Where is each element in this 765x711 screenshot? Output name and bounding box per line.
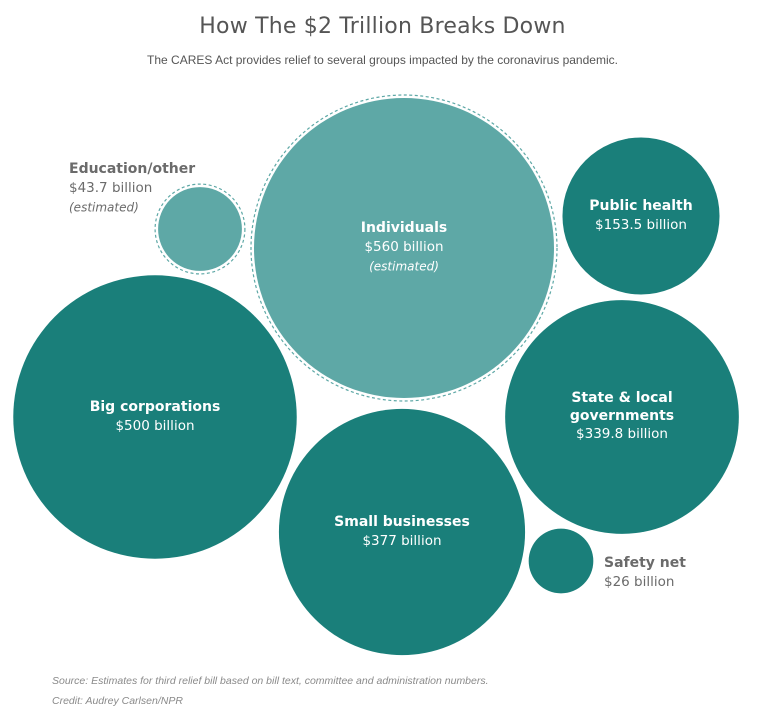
- chart-subtitle: The CARES Act provides relief to several groups impacted by the coronavirus pandemic.: [147, 53, 618, 67]
- bubble-note-education-other: (estimated): [69, 200, 139, 215]
- bubble-value-small-businesses: $377 billion: [362, 533, 442, 549]
- bubble-name-small-businesses: Small businesses: [334, 514, 470, 530]
- credit-note: Credit: Audrey Carlsen/NPR: [52, 695, 183, 707]
- bubble-name-individuals: Individuals: [360, 220, 448, 236]
- bubble-name-safety-net: Safety net: [604, 555, 686, 571]
- bubble-name-big-corporations: Big corporations: [89, 399, 221, 415]
- bubble-note-individuals: (estimated): [369, 259, 439, 274]
- bubble-name-state-local: governments: [569, 408, 675, 424]
- bubble-education-other: [155, 184, 245, 274]
- bubble-name-public-health: Public health: [589, 198, 693, 214]
- bubble-value-safety-net: $26 billion: [604, 574, 675, 590]
- bubble-circle-small-businesses: [279, 409, 525, 655]
- bubble-name-education-other: Education/other: [69, 161, 196, 177]
- bubble-big-corporations: [13, 275, 296, 558]
- source-note: Source: Estimates for third relief bill based on bill text, committee and administration numbers.: [52, 675, 489, 687]
- bubble-name-state-local: State & local: [571, 390, 673, 406]
- bubble-circle-education-other: [158, 187, 242, 271]
- bubble-circle-public-health: [562, 137, 719, 294]
- bubble-value-big-corporations: $500 billion: [115, 418, 195, 434]
- bubble-safety-net: [529, 529, 594, 594]
- bubble-public-health: [562, 137, 719, 294]
- bubble-value-individuals: $560 billion: [364, 239, 444, 255]
- bubble-small-businesses: [279, 409, 525, 655]
- bubble-circle-big-corporations: [13, 275, 296, 558]
- bubble-value-public-health: $153.5 billion: [595, 217, 687, 233]
- bubble-circle-safety-net: [529, 529, 594, 594]
- bubble-value-state-local: $339.8 billion: [576, 426, 668, 442]
- bubble-value-education-other: $43.7 billion: [69, 180, 153, 196]
- chart-title: How The $2 Trillion Breaks Down: [199, 14, 566, 39]
